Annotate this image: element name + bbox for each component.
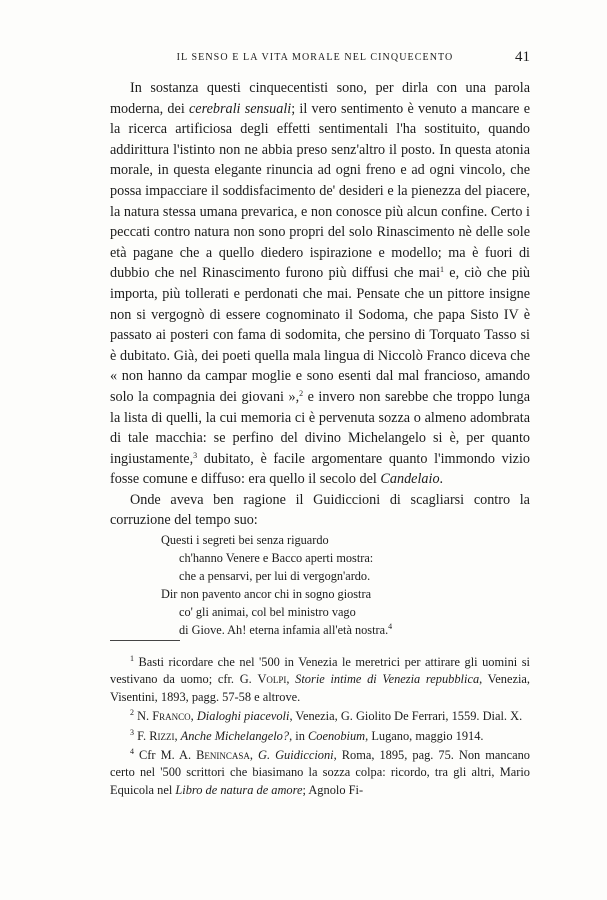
paragraph-1	[110, 78, 530, 490]
book-title: Storie intime di Venezia repubblica	[295, 672, 480, 687]
verse-line: ch'hanno Venere e Bacco aperti mostra:	[179, 551, 374, 566]
footnotes	[110, 654, 530, 801]
paragraph-2: Onde aveva ben ragione il Guidiccioni di scagliarsi contro la corruzione del tempo suo:	[110, 491, 530, 529]
running-header: IL SENSO E LA VITA MORALE NEL CINQUECENTO	[176, 52, 454, 63]
footnote-ref-4[interactable]: 4	[388, 622, 393, 632]
page-number: 41	[515, 49, 530, 65]
text-run: Basti ricordare che nel '500 in Venezia le meretrici per attirare gli uomini si vestivano da uomo; cfr. G.	[110, 655, 530, 687]
text-run: ,	[249, 748, 259, 763]
book-title: Anche Michelangelo?	[180, 728, 290, 743]
text-run: , in	[289, 728, 308, 743]
footnote-number: 3	[130, 727, 134, 737]
journal-title: Coenobium	[308, 728, 366, 743]
book-title: Libro de natura de amore	[175, 782, 303, 797]
footnote-number: 4	[130, 747, 134, 757]
footnote-ref-1[interactable]: 1	[440, 265, 445, 275]
footnote-number: 1	[130, 654, 134, 663]
footnote-1	[110, 654, 530, 706]
footnote-3	[110, 728, 530, 745]
text-run: dubitato, è facile argomentare quanto l'immondo vizio fosse comune e diffuso: era quello il secolo del	[110, 450, 530, 488]
book-title: G. Guidiccioni	[258, 748, 334, 763]
verse-line-text: di Giove. Ah! eterna infamia all'età nostra.	[179, 623, 389, 638]
text-run: ,	[174, 728, 181, 743]
footnote-ref-2[interactable]: 2	[299, 388, 304, 398]
text-run: In sostanza questi cinquecentisti sono, per dirla con una parola moderna, dei	[110, 80, 530, 117]
footnote-number: 2	[130, 708, 134, 718]
verse-line	[161, 621, 491, 639]
author-name: Rizzi	[149, 728, 175, 743]
verse-line: Dir non pavento ancor chi in sogno giostra	[161, 587, 372, 602]
book-title: Dialoghi piacevoli	[196, 709, 290, 724]
text-run: , Venezia, G. Giolito De Ferrari, 1559. Dial. X.	[289, 709, 523, 724]
verse-quotation	[161, 531, 491, 640]
text-run: e invero non sarebbe che troppo lunga la lista di quelli, la cui memoria ci è pervenuta sozza o almeno adombrata di tale macchia: se perfino del divino Michelangelo si è, per quanto ingiustamente,	[110, 388, 530, 467]
verse-line: co' gli animai, col bel ministro vago	[179, 605, 356, 620]
italic-title: Candelaio	[380, 471, 440, 488]
text-run: , Venezia, Visentini, 1893, pagg. 57-58 e altrove.	[110, 672, 530, 704]
footnote-ref-3[interactable]: 3	[193, 450, 198, 460]
text-run: ,	[286, 672, 296, 687]
text-run: ; il vero sentimento è venuto a mancare e la ricerca artificiosa degli effetti sentimentali l'ha sostituito, quando addirittura l'istinto non ne abbia preso senz'altro il posto. In questa atonia morale, in questa elegante rinuncia ad ogni freno e ad ogni vincolo, che possa impacciare il soddisfacimento de' desideri e la pienezza del piacere, la natura stessa umana prevarica, e non conosce più alcun confine. Certo i peccati contro natura non sono propri del solo Rinascimento nè delle sole età pagane che a quello diedero ispirazione e modello; ma è fuori di dubbio che nel Rinascimento furono più diffusi che mai	[110, 100, 531, 282]
text-run: e, ciò che più importa, più tollerati e perdonati che mai. Pensate che un pittore insigne non si vergognò di essere cognominato il Sodoma, che papa Sisto IV è passato ai posteri con fama di sodomita, che persino di Torquato Tasso si è dubitato. Già, dei poeti quella mala lingua di Niccolò Franco diceva che « non hanno da campar moglie e sono esenti dal mal francioso, amando solo la compagnia dei giovani »,	[110, 265, 530, 405]
text-run: , Roma, 1895, pag. 75. Non mancano certo nel '500 scrittori che biasimano la sozza colpa: ricordo, tra gli altri, Mario Equicola nel	[110, 748, 530, 797]
main-text	[110, 78, 530, 531]
text-run: , Lugano, maggio 1914.	[365, 728, 484, 743]
text-run: N.	[134, 709, 153, 724]
footnote-4	[110, 747, 530, 799]
verse-line: Questi i segreti bei senza riguardo	[161, 533, 329, 547]
footnote-divider	[110, 640, 180, 641]
author-name: Volpi	[257, 672, 287, 687]
footnote-2	[110, 708, 530, 725]
text-run: ; Agnolo Fi-	[302, 782, 364, 797]
text-run: .	[439, 471, 444, 488]
text-run: Cfr M. A.	[134, 748, 197, 763]
text-run: F.	[134, 728, 150, 743]
author-name: Benincasa	[196, 748, 250, 763]
verse-line: che a pensarvi, per lui di vergogn'ardo.	[179, 569, 371, 584]
text-run: ,	[190, 709, 197, 724]
author-name: Franco	[152, 709, 191, 724]
italic-phrase: cerebrali sensuali	[189, 100, 292, 117]
